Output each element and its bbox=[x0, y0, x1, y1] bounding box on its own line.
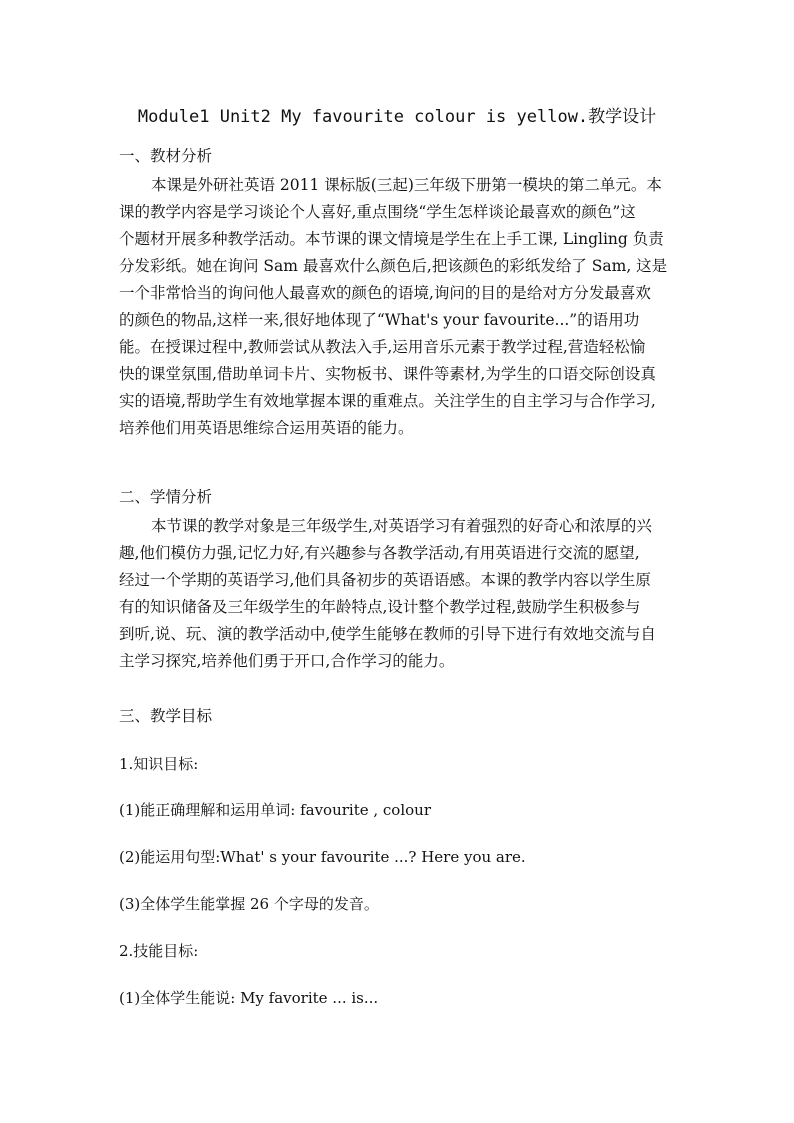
objective-knowledge-heading: 1.知识目标: bbox=[119, 755, 199, 773]
text-line: 到听,说、玩、演的教学活动中,使学生能够在教师的引导下进行有效地交流与自 bbox=[119, 625, 656, 643]
text-line: 快的课堂氛围,借助单词卡片、实物板书、课件等素材,为学生的口语交际创设真 bbox=[119, 365, 656, 383]
objective-skills-heading: 2.技能目标: bbox=[119, 942, 199, 960]
text-line: 个题材开展多种教学活动。本节课的课文情境是学生在上手工课, Lingling 负责 bbox=[119, 230, 664, 248]
text-line: 课的教学内容是学习谈论个人喜好,重点围绕“学生怎样谈论最喜欢的颜色”这 bbox=[119, 203, 636, 221]
paragraph-textbook-analysis bbox=[119, 172, 679, 442]
text-line: 分发彩纸。她在询问 Sam 最喜欢什么颜色后,把该颜色的彩纸发给了 Sam, 这是 bbox=[119, 257, 668, 275]
objective-item: (2)能运用句型:What' s your favourite ...? Here you are. bbox=[119, 848, 526, 866]
text-line: 能。在授课过程中,教师尝试从教法入手,运用音乐元素于教学过程,营造轻松愉 bbox=[119, 338, 646, 356]
objective-item: (1)全体学生能说: My favorite ... is... bbox=[119, 989, 379, 1007]
section-heading-learner-analysis: 二、学情分析 bbox=[119, 488, 213, 506]
text-line: 经过一个学期的英语学习,他们具备初步的英语语感。本课的教学内容以学生原 bbox=[119, 571, 651, 589]
text-line: 培养他们用英语思维综合运用英语的能力。 bbox=[119, 419, 414, 437]
text-line: 有的知识储备及三年级学生的年龄特点,设计整个教学过程,鼓励学生积极参与 bbox=[119, 598, 641, 616]
text-line: 主学习探究,培养他们勇于开口,合作学习的能力。 bbox=[119, 652, 455, 670]
text-line: 一个非常恰当的询问他人最喜欢的颜色的语境,询问的目的是给对方分发最喜欢 bbox=[119, 284, 651, 302]
document-title: Module1 Unit2 My favourite colour is yellow.教学设计 bbox=[137, 107, 657, 127]
text-line: 本课是外研社英语 2011 课标版(三起)三年级下册第一模块的第二单元。本 bbox=[151, 176, 662, 194]
section-heading-teaching-objectives: 三、教学目标 bbox=[119, 707, 213, 725]
section-heading-textbook-analysis: 一、教材分析 bbox=[119, 147, 213, 165]
text-line: 趣,他们模仿力强,记忆力好,有兴趣参与各教学活动,有用英语进行交流的愿望, bbox=[119, 544, 640, 562]
objective-item: (3)全体学生能掌握 26 个字母的发音。 bbox=[119, 895, 379, 913]
text-line: 本节课的教学对象是三年级学生,对英语学习有着强烈的好奇心和浓厚的兴 bbox=[151, 517, 652, 535]
text-line: 实的语境,帮助学生有效地掌握本课的重难点。关注学生的自主学习与合作学习, bbox=[119, 392, 656, 410]
objective-item: (1)能正确理解和运用单词: favourite , colour bbox=[119, 801, 431, 819]
text-line: 的颜色的物品,这样一来,很好地体现了“What's your favourite...”的语用功 bbox=[119, 311, 640, 329]
paragraph-learner-analysis bbox=[119, 513, 679, 675]
